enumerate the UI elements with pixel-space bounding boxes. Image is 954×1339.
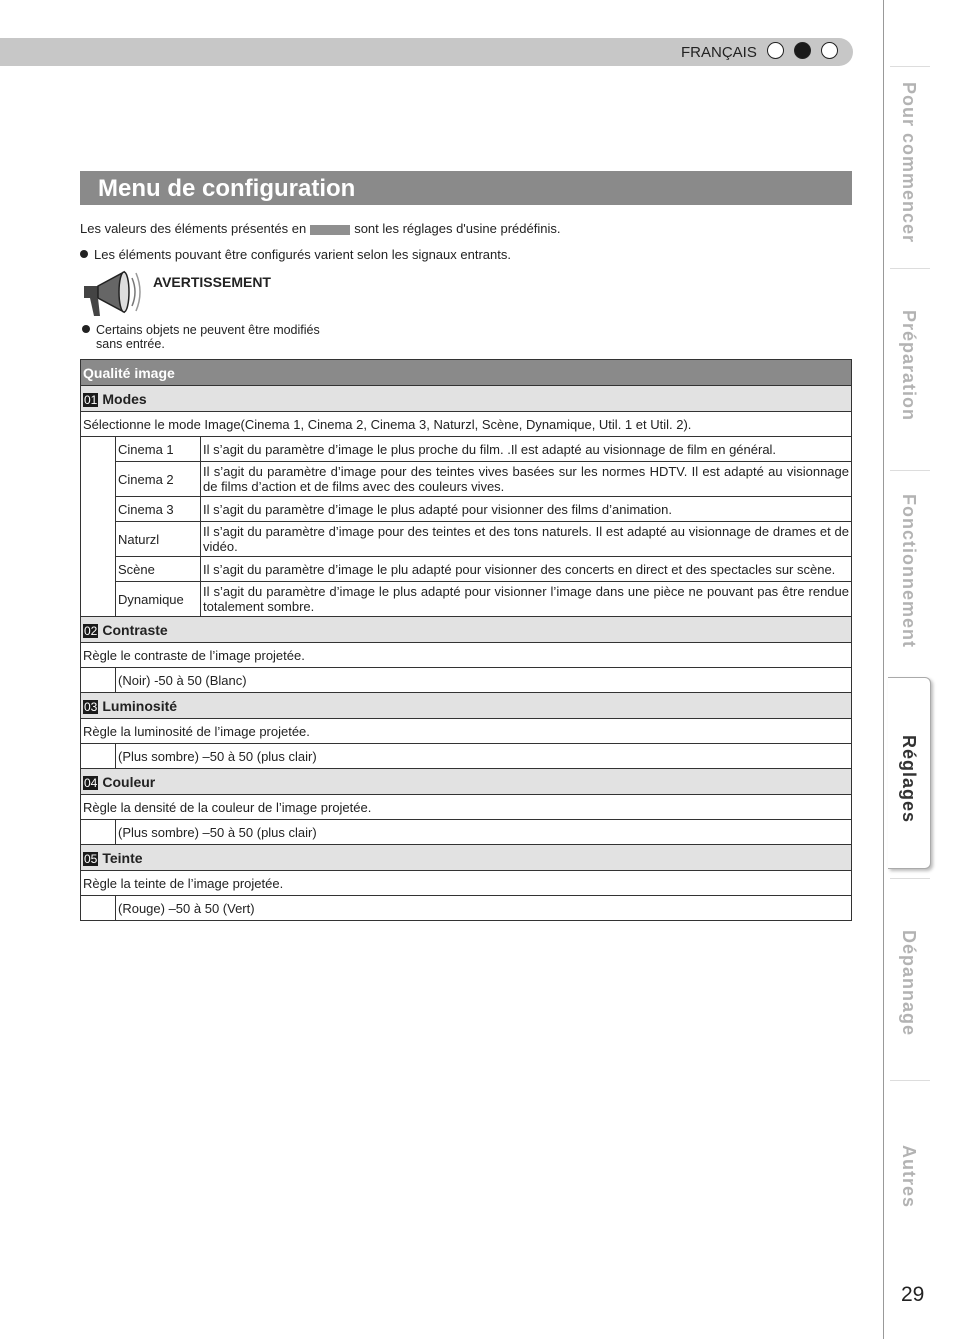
factory-note-before: Les valeurs des éléments présentés en bbox=[80, 221, 307, 236]
item-range-row bbox=[81, 744, 852, 769]
mode-name: Dynamique bbox=[116, 582, 201, 617]
indent-cell bbox=[81, 820, 116, 845]
tab-depannage[interactable]: Dépannage bbox=[899, 930, 919, 1037]
item-description-row bbox=[81, 719, 852, 744]
bullet-icon bbox=[82, 325, 90, 333]
indent-cell bbox=[81, 668, 116, 693]
item-range: (Plus sombre) –50 à 50 (plus clair) bbox=[116, 820, 852, 845]
mode-name: Cinema 2 bbox=[116, 462, 201, 497]
mode-description: Il s’agit du paramètre d’image pour des teintes vives basées sur les normes HDTV. Il est adapté au visionnage de films d’action et de films avec des couleurs vives. bbox=[201, 462, 852, 497]
warning-line-2: sans entrée. bbox=[96, 337, 165, 351]
page-indicator-filled-icon bbox=[794, 42, 811, 59]
mode-description: Il s’agit du paramètre d’image pour des teintes et des tons naturels. Il est adapté au visionnage de drames et de vidéo. bbox=[201, 522, 852, 557]
item-description: Règle la densité de la couleur de l’image projetée. bbox=[81, 795, 852, 820]
mode-description: Il s’agit du paramètre d’image le plu adapté pour visionner des concerts en direct et des spectacles sur scène. bbox=[201, 557, 852, 582]
tab-fonctionnement[interactable]: Fonctionnement bbox=[899, 494, 919, 648]
indent-cell bbox=[81, 744, 116, 769]
tab-autres[interactable]: Autres bbox=[899, 1145, 919, 1209]
mode-row bbox=[81, 557, 852, 582]
mode-row bbox=[81, 462, 852, 497]
page-indicator-empty-icon bbox=[767, 42, 784, 59]
item-description: Sélectionne le mode Image(Cinema 1, Cinema 2, Cinema 3, Naturzl, Scène, Dynamique, Util. 1 et Util. 2). bbox=[81, 412, 852, 437]
item-header-row bbox=[81, 693, 852, 719]
item-header-row bbox=[81, 769, 852, 795]
megaphone-icon bbox=[80, 264, 146, 320]
item-description: Règle la luminosité de l’image projetée. bbox=[81, 719, 852, 744]
title-bar bbox=[80, 171, 852, 205]
mode-row bbox=[81, 437, 852, 462]
item-range-row bbox=[81, 896, 852, 921]
mode-description: Il s’agit du paramètre d’image le plus adapté pour visionner l’image dans une pièce ne pouvant pas être rendue totalement sombre. bbox=[201, 582, 852, 617]
item-number: 04 bbox=[84, 775, 98, 790]
item-range: (Rouge) –50 à 50 (Vert) bbox=[116, 896, 852, 921]
mode-name: Cinema 1 bbox=[116, 437, 201, 462]
warning-text bbox=[82, 323, 320, 351]
section-title: Qualité image bbox=[81, 360, 852, 386]
item-description: Règle la teinte de l’image projetée. bbox=[81, 871, 852, 896]
item-description-row bbox=[81, 795, 852, 820]
factory-note bbox=[80, 221, 560, 236]
tab-reglages[interactable]: Réglages bbox=[899, 735, 919, 824]
mode-row bbox=[81, 522, 852, 557]
item-name: Luminosité bbox=[102, 697, 178, 714]
item-description: Règle le contraste de l’image projetée. bbox=[81, 643, 852, 668]
item-range: (Noir) -50 à 50 (Blanc) bbox=[116, 668, 852, 693]
item-range: (Plus sombre) –50 à 50 (plus clair) bbox=[116, 744, 852, 769]
tab-pour-commencer[interactable]: Pour commencer bbox=[899, 82, 919, 244]
item-name: Teinte bbox=[102, 849, 143, 866]
mode-name: Naturzl bbox=[116, 522, 201, 557]
item-range-row bbox=[81, 668, 852, 693]
item-number: 03 bbox=[84, 699, 98, 714]
item-name: Couleur bbox=[102, 773, 156, 790]
item-description-row bbox=[81, 871, 852, 896]
factory-note-after: sont les réglages d'usine prédéfinis. bbox=[354, 221, 561, 236]
item-name: Contraste bbox=[102, 621, 168, 638]
warning-line-1: Certains objets ne peuvent être modifiés bbox=[96, 323, 320, 337]
item-range-row bbox=[81, 820, 852, 845]
tab-preparation[interactable]: Préparation bbox=[899, 310, 919, 422]
item-description-row bbox=[81, 412, 852, 437]
page-indicator-empty-icon bbox=[821, 42, 838, 59]
warning-title: AVERTISSEMENT bbox=[153, 274, 271, 290]
item-description-row bbox=[81, 643, 852, 668]
item-name: Modes bbox=[102, 390, 147, 407]
mode-row bbox=[81, 582, 852, 617]
indent-cell bbox=[81, 437, 116, 617]
factory-default-swatch bbox=[310, 225, 350, 235]
item-header-row bbox=[81, 386, 852, 412]
indent-cell bbox=[81, 896, 116, 921]
mode-row bbox=[81, 497, 852, 522]
item-header-row bbox=[81, 845, 852, 871]
mode-description: Il s’agit du paramètre d’image le plus proche du film. .Il est adapté au visionnage de film en général. bbox=[201, 437, 852, 462]
mode-name: Scène bbox=[116, 557, 201, 582]
item-header-row bbox=[81, 617, 852, 643]
mode-name: Cinema 3 bbox=[116, 497, 201, 522]
section-header-row bbox=[81, 360, 852, 386]
item-number: 05 bbox=[84, 851, 98, 866]
settings-table bbox=[80, 359, 852, 921]
item-number: 02 bbox=[84, 623, 98, 638]
language-label: FRANÇAIS bbox=[681, 44, 757, 61]
signals-note-text: Les éléments pouvant être configurés varient selon les signaux entrants. bbox=[94, 247, 511, 262]
item-number: 01 bbox=[84, 392, 98, 407]
signals-note bbox=[80, 247, 511, 262]
sidebar-border bbox=[883, 0, 884, 1339]
bullet-icon bbox=[80, 250, 88, 258]
page-number: 29 bbox=[901, 1283, 925, 1306]
page-title: Menu de configuration bbox=[98, 175, 356, 202]
mode-description: Il s’agit du paramètre d’image le plus adapté pour visionner des films d’animation. bbox=[201, 497, 852, 522]
